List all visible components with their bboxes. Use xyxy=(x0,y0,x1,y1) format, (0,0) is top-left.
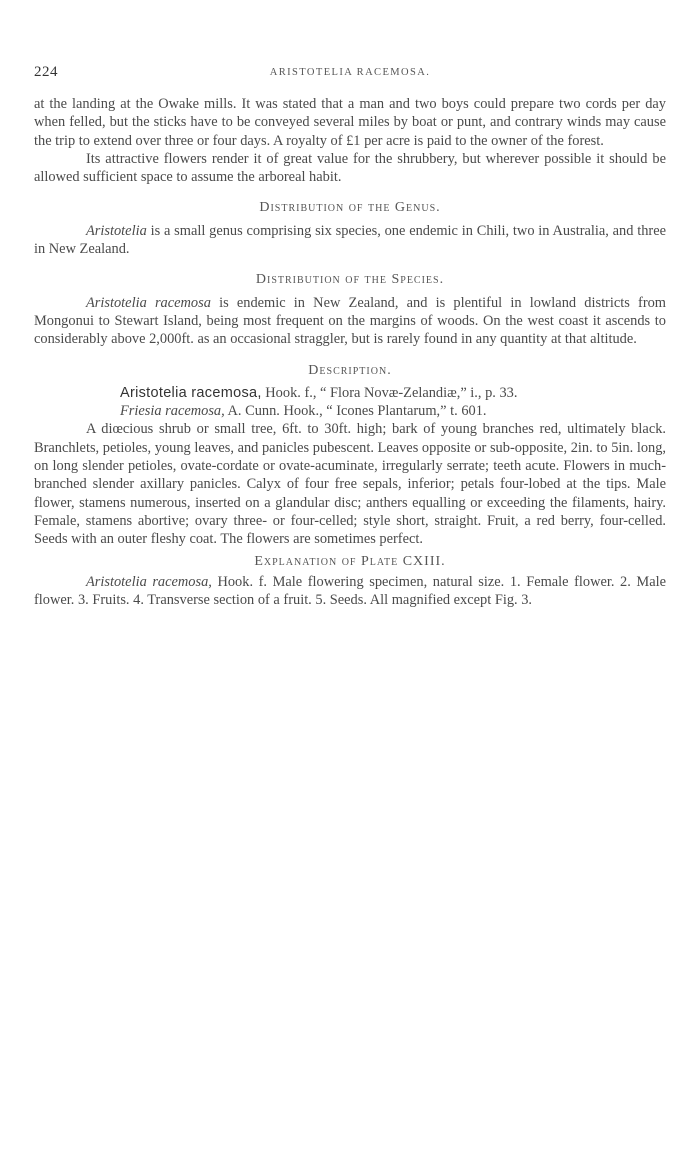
paragraph-plate xyxy=(34,573,666,610)
heading-genus-distribution: Distribution of the Genus. xyxy=(259,200,441,216)
running-title: ARISTOTELIA RACEMOSA. xyxy=(269,67,431,78)
genus-text: is a small genus comprising six species, one endemic in Chili, two in Australia, and three in New Zealand. xyxy=(34,222,666,258)
paragraph-genus xyxy=(34,222,666,259)
citation-2: A. Cunn. Hook., “ Icones Plantarum,” t. 601. xyxy=(224,403,487,420)
page-body xyxy=(34,95,666,609)
species-name: Aristotelia racemosa xyxy=(86,294,211,311)
citation-1: Hook. f., “ Flora Novæ-Zelandiæ,” i., p. 33. xyxy=(261,384,518,401)
citation-line-2 xyxy=(34,402,666,420)
plate-text: Hook. f. Male flowering specimen, natural size. 1. Female flower. 2. Male flower. 3. Fruits. 4. Transverse section of a fruit. 5. Seeds. All magnified except Fig. 3. xyxy=(34,573,666,609)
binomial-name: Aristotelia racemosa, xyxy=(120,384,262,401)
citation-line-1 xyxy=(34,384,666,402)
heading-species-distribution: Distribution of the Species. xyxy=(255,272,445,288)
plate-species-name: Aristotelia racemosa, xyxy=(86,573,212,590)
genus-name: Aristotelia xyxy=(86,222,147,239)
paragraph-continued: at the landing at the Owake mills. It was stated that a man and two boys could prepare two cords per day when felled, but the sticks have to be conveyed several miles by boat or punt, and contrary winds may cause the trip to extend over three or four days. A royalty of £1 per acre is paid to the owner of the forest. xyxy=(34,96,666,149)
paragraph-species xyxy=(34,294,666,349)
page-number: 224 xyxy=(34,64,58,80)
species-text: is endemic in New Zealand, and is plentiful in lowland districts from Mongonui to Stewart Island, being most frequent on the margins of woods. On the west coast it ascends to considerably above 2,000ft. as an occasional straggler, but is rarely found in any quantity at that altitude. xyxy=(34,294,666,348)
page-header xyxy=(34,64,666,84)
paragraph-description: A diœcious shrub or small tree, 6ft. to 30ft. high; bark of young branches red, ultimately black. Branchlets, petioles, young leaves, and panicles pubescent. Leaves opposite or sub-opposite, 2in. to 5in. long, on long slender petioles, ovate-cordate or ovate-acuminate, irregularly serrate; teeth acute. Flowers in much-branched slender axillary panicles. Calyx of four free sepals, inferior; petals four-lobed at the tips. Male flower, stamens numerous, inserted on a glandular disc; anthers equalling or exceeding the filaments, hairy. Female, stamens abortive; ovary three- or four-celled; style short, straight. Fruit, a red berry, four-celled. Seeds with an outer fleshy coat. The flowers are sometimes perfect. xyxy=(34,421,666,548)
synonym-name: Friesia racemosa, xyxy=(120,403,225,420)
heading-plate-explanation: Explanation of Plate CXIII. xyxy=(254,553,446,569)
paragraph-shrubbery: Its attractive flowers render it of great value for the shrubbery, but wherever possible it should be allowed sufficient space to assume the arboreal habit. xyxy=(34,150,666,186)
heading-description: Description. xyxy=(308,362,392,378)
